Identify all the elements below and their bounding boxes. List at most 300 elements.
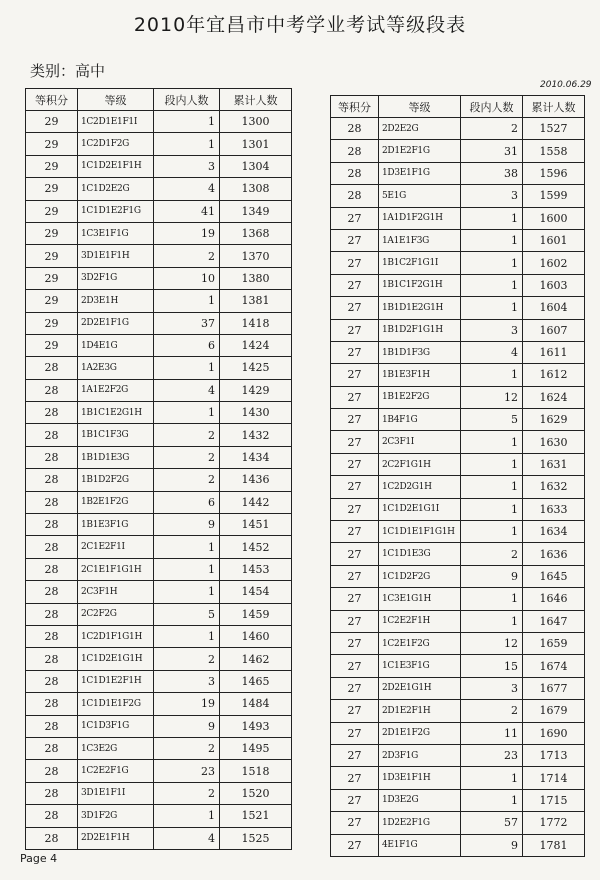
table-row [26,312,292,334]
table-row [26,424,292,446]
segment-count-cell: 5 [154,603,220,625]
segment-count-cell: 4 [154,178,220,200]
table-row [26,469,292,491]
segment-count-cell: 12 [461,632,523,654]
grade-cell: 2D2E1F1G [78,312,154,334]
segment-count-cell: 2 [154,424,220,446]
score-cell: 28 [26,625,78,647]
grade-cell: 1C3E1G1H [379,588,461,610]
grade-cell: 3D2F1G [78,267,154,289]
grade-cell: 2C3F1H [78,581,154,603]
segment-count-cell: 6 [154,334,220,356]
grade-cell: 1B4F1G [379,409,461,431]
cumulative-count-cell: 1607 [523,319,585,341]
grade-cell: 2D1E2F1H [379,700,461,722]
table-row [331,386,585,408]
cumulative-count-cell: 1632 [523,476,585,498]
table-row [331,118,585,140]
grade-cell: 1B1D1E3G [78,446,154,468]
grade-cell: 1B1D2F2G [78,469,154,491]
segment-count-cell: 3 [154,670,220,692]
score-cell: 27 [331,319,379,341]
score-cell: 28 [26,514,78,536]
cumulative-count-cell: 1460 [220,625,292,647]
segment-count-cell: 1 [461,297,523,319]
grade-cell: 1B2E1F2G [78,491,154,513]
cumulative-count-cell: 1454 [220,581,292,603]
grade-cell: 1C1D1E1F2G [78,693,154,715]
cumulative-count-cell: 1646 [523,588,585,610]
table-row [331,252,585,274]
cumulative-count-cell: 1308 [220,178,292,200]
score-cell: 28 [331,140,379,162]
segment-count-cell: 12 [461,386,523,408]
segment-count-cell: 3 [154,155,220,177]
table-row [331,588,585,610]
cumulative-count-cell: 1603 [523,274,585,296]
table-row [26,290,292,312]
segment-count-cell: 2 [154,648,220,670]
score-cell: 27 [331,453,379,475]
table-row [26,558,292,580]
segment-count-cell: 1 [154,581,220,603]
cumulative-count-cell: 1558 [523,140,585,162]
table-row [331,632,585,654]
table-row [331,162,585,184]
score-cell: 29 [26,155,78,177]
segment-count-cell: 2 [461,118,523,140]
segment-count-cell: 1 [461,229,523,251]
table-row [331,453,585,475]
score-cell: 28 [331,118,379,140]
score-cell: 27 [331,744,379,766]
segment-count-cell: 3 [461,319,523,341]
segment-count-cell: 57 [461,812,523,834]
table-row [26,111,292,133]
cumulative-count-cell: 1301 [220,133,292,155]
table-row [26,648,292,670]
table-row [331,409,585,431]
segment-count-cell: 37 [154,312,220,334]
score-cell: 27 [331,364,379,386]
cumulative-count-cell: 1601 [523,229,585,251]
table-row [26,715,292,737]
grade-cell: 1D3E2G [379,789,461,811]
score-cell: 28 [26,603,78,625]
table-row [331,498,585,520]
score-cell: 29 [26,290,78,312]
score-cell: 27 [331,386,379,408]
cumulative-count-cell: 1714 [523,767,585,789]
segment-count-cell: 2 [461,700,523,722]
segment-count-cell: 2 [461,543,523,565]
grade-cell: 1C1D1E1F1G1H [379,521,461,543]
grade-cell: 1C1D2E1G1I [379,498,461,520]
cumulative-count-cell: 1645 [523,565,585,587]
table-row [331,700,585,722]
segment-count-cell: 4 [461,341,523,363]
grade-cell: 1B1C1E2G1H [78,402,154,424]
cumulative-count-cell: 1690 [523,722,585,744]
cumulative-count-cell: 1518 [220,760,292,782]
cumulative-count-cell: 1370 [220,245,292,267]
grade-cell: 2D2E2G [379,118,461,140]
grade-cell: 1D4E1G [78,334,154,356]
cumulative-count-cell: 1368 [220,222,292,244]
segment-count-cell: 1 [461,476,523,498]
cumulative-count-cell: 1600 [523,207,585,229]
cumulative-count-cell: 1465 [220,670,292,692]
score-cell: 29 [26,245,78,267]
grade-cell: 1D3E1F1H [379,767,461,789]
score-cell: 27 [331,274,379,296]
score-cell: 27 [331,789,379,811]
score-cell: 29 [26,222,78,244]
score-cell: 27 [331,655,379,677]
grade-cell: 1B1D1F3G [379,341,461,363]
grade-cell: 1B1C1F2G1H [379,274,461,296]
grade-cell: 1B1E3F1G [78,514,154,536]
header-grade: 等级 [78,89,154,111]
grade-cell: 1B1C1F3G [78,424,154,446]
cumulative-count-cell: 1674 [523,655,585,677]
score-cell: 27 [331,812,379,834]
grade-cell: 1B1D2F1G1H [379,319,461,341]
segment-count-cell: 15 [461,655,523,677]
table-row [26,446,292,468]
score-cell: 27 [331,409,379,431]
grade-cell: 1C1D3F1G [78,715,154,737]
grade-cell: 1B1E2F2G [379,386,461,408]
page-number: Page 4 [20,852,58,865]
grade-table-left [25,88,292,850]
score-cell: 28 [26,536,78,558]
table-row [26,222,292,244]
segment-count-cell: 2 [154,469,220,491]
score-cell: 28 [26,402,78,424]
grade-cell: 2C3F1I [379,431,461,453]
table-row [26,334,292,356]
cumulative-count-cell: 1772 [523,812,585,834]
cumulative-count-cell: 1604 [523,297,585,319]
cumulative-count-cell: 1715 [523,789,585,811]
table-row [331,319,585,341]
table-row [26,737,292,759]
score-cell: 27 [331,431,379,453]
table-row [26,155,292,177]
grade-cell: 1A1E2F2G [78,379,154,401]
table-row [331,655,585,677]
table-row [26,178,292,200]
table-row [331,722,585,744]
table-row [331,543,585,565]
cumulative-count-cell: 1521 [220,805,292,827]
cumulative-count-cell: 1629 [523,409,585,431]
score-cell: 29 [26,334,78,356]
score-cell: 28 [331,185,379,207]
category-label: 类别：高中 [30,62,106,80]
segment-count-cell: 1 [154,290,220,312]
cumulative-count-cell: 1304 [220,155,292,177]
segment-count-cell: 1 [154,805,220,827]
score-cell: 27 [331,543,379,565]
segment-count-cell: 1 [461,453,523,475]
grade-cell: 1B1E3F1H [379,364,461,386]
header-score: 等积分 [331,96,379,118]
grade-cell: 1C2D2G1H [379,476,461,498]
table-row [26,245,292,267]
score-cell: 28 [26,469,78,491]
grade-table-right [330,95,585,857]
table-row [331,185,585,207]
cumulative-count-cell: 1380 [220,267,292,289]
cumulative-count-cell: 1636 [523,543,585,565]
segment-count-cell: 9 [154,514,220,536]
cumulative-count-cell: 1624 [523,386,585,408]
score-cell: 27 [331,207,379,229]
cumulative-count-cell: 1525 [220,827,292,849]
score-cell: 27 [331,521,379,543]
table-row [331,565,585,587]
grade-cell: 1C1D2E2G [78,178,154,200]
cumulative-count-cell: 1430 [220,402,292,424]
table-row [26,402,292,424]
segment-count-cell: 5 [461,409,523,431]
grade-cell: 1C1D2E1G1H [78,648,154,670]
table-row [331,229,585,251]
segment-count-cell: 1 [154,625,220,647]
segment-count-cell: 1 [461,252,523,274]
cumulative-count-cell: 1300 [220,111,292,133]
header-cumulative-count: 累计人数 [523,96,585,118]
cumulative-count-cell: 1713 [523,744,585,766]
segment-count-cell: 31 [461,140,523,162]
segment-count-cell: 38 [461,162,523,184]
cumulative-count-cell: 1425 [220,357,292,379]
cumulative-count-cell: 1633 [523,498,585,520]
score-cell: 28 [26,446,78,468]
grade-cell: 1C2E2F1G [78,760,154,782]
cumulative-count-cell: 1599 [523,185,585,207]
segment-count-cell: 2 [154,737,220,759]
score-cell: 28 [26,581,78,603]
score-cell: 28 [26,491,78,513]
segment-count-cell: 3 [461,185,523,207]
table-row [331,744,585,766]
table-row [331,207,585,229]
cumulative-count-cell: 1596 [523,162,585,184]
table-row [331,140,585,162]
score-cell: 27 [331,834,379,856]
cumulative-count-cell: 1495 [220,737,292,759]
grade-cell: 3D1E1F1I [78,782,154,804]
cumulative-count-cell: 1630 [523,431,585,453]
segment-count-cell: 19 [154,222,220,244]
grade-cell: 2D3E1H [78,290,154,312]
cumulative-count-cell: 1442 [220,491,292,513]
segment-count-cell: 9 [461,565,523,587]
table-row [331,431,585,453]
score-cell: 28 [26,782,78,804]
score-cell: 28 [26,670,78,692]
grade-cell: 1C2D1E1F1I [78,111,154,133]
segment-count-cell: 11 [461,722,523,744]
segment-count-cell: 1 [461,610,523,632]
cumulative-count-cell: 1602 [523,252,585,274]
score-cell: 28 [26,827,78,849]
grade-cell: 1C2E2F1H [379,610,461,632]
table-row [26,760,292,782]
grade-cell: 2D2E1G1H [379,677,461,699]
table-row [26,805,292,827]
cumulative-count-cell: 1493 [220,715,292,737]
score-cell: 28 [26,737,78,759]
grade-cell: 1C1D2F2G [379,565,461,587]
table-row [26,625,292,647]
grade-cell: 1B1C2F1G1I [379,252,461,274]
table-row [26,693,292,715]
cumulative-count-cell: 1452 [220,536,292,558]
score-cell: 27 [331,632,379,654]
table-row [331,274,585,296]
score-cell: 27 [331,722,379,744]
grade-cell: 1C1D1E2F1H [78,670,154,692]
table-row [26,200,292,222]
segment-count-cell: 1 [154,536,220,558]
grade-cell: 1C1E3F1G [379,655,461,677]
table-row [331,476,585,498]
cumulative-count-cell: 1527 [523,118,585,140]
table-row [331,521,585,543]
score-cell: 27 [331,476,379,498]
header-segment-count: 段内人数 [461,96,523,118]
grade-cell: 2D3F1G [379,744,461,766]
score-cell: 29 [26,111,78,133]
cumulative-count-cell: 1436 [220,469,292,491]
score-cell: 27 [331,767,379,789]
grade-cell: 3D1E1F1H [78,245,154,267]
segment-count-cell: 1 [154,402,220,424]
segment-count-cell: 19 [154,693,220,715]
grade-cell: 1C2E1F2G [379,632,461,654]
score-cell: 27 [331,700,379,722]
score-cell: 28 [26,558,78,580]
segment-count-cell: 23 [461,744,523,766]
grade-cell: 1C2D1F2G [78,133,154,155]
cumulative-count-cell: 1451 [220,514,292,536]
grade-cell: 2C1E2F1I [78,536,154,558]
score-cell: 27 [331,588,379,610]
score-cell: 27 [331,297,379,319]
segment-count-cell: 3 [461,677,523,699]
cumulative-count-cell: 1611 [523,341,585,363]
score-cell: 28 [26,805,78,827]
cumulative-count-cell: 1612 [523,364,585,386]
segment-count-cell: 9 [154,715,220,737]
score-cell: 29 [26,267,78,289]
cumulative-count-cell: 1631 [523,453,585,475]
grade-cell: 1C1D1E2F1G [78,200,154,222]
score-cell: 27 [331,498,379,520]
header-segment-count: 段内人数 [154,89,220,111]
grade-cell: 4E1F1G [379,834,461,856]
table-row [26,267,292,289]
segment-count-cell: 41 [154,200,220,222]
grade-cell: 1D2E2F1G [379,812,461,834]
cumulative-count-cell: 1679 [523,700,585,722]
table-header-row [331,96,585,118]
cumulative-count-cell: 1647 [523,610,585,632]
segment-count-cell: 1 [154,133,220,155]
table-row [26,357,292,379]
cumulative-count-cell: 1424 [220,334,292,356]
segment-count-cell: 1 [154,558,220,580]
grade-cell: 1C1D2E1F1H [78,155,154,177]
table-row [331,677,585,699]
grade-cell: 1A2E3G [78,357,154,379]
table-row [26,379,292,401]
cumulative-count-cell: 1432 [220,424,292,446]
segment-count-cell: 1 [461,521,523,543]
table-row [26,536,292,558]
table-row [26,782,292,804]
segment-count-cell: 2 [154,446,220,468]
score-cell: 28 [26,648,78,670]
score-cell: 28 [26,379,78,401]
segment-count-cell: 1 [461,498,523,520]
grade-cell: 2D2E1F1H [78,827,154,849]
segment-count-cell: 1 [154,111,220,133]
grade-cell: 1B1D1E2G1H [379,297,461,319]
table-row [26,670,292,692]
segment-count-cell: 23 [154,760,220,782]
segment-count-cell: 9 [461,834,523,856]
segment-count-cell: 4 [154,379,220,401]
cumulative-count-cell: 1434 [220,446,292,468]
grade-cell: 1C3E1F1G [78,222,154,244]
cumulative-count-cell: 1520 [220,782,292,804]
score-cell: 27 [331,610,379,632]
grade-cell: 1C2D1F1G1H [78,625,154,647]
segment-count-cell: 2 [154,782,220,804]
score-cell: 29 [26,200,78,222]
table-row [331,812,585,834]
table-row [26,491,292,513]
grade-cell: 1A1D1F2G1H [379,207,461,229]
score-cell: 28 [26,357,78,379]
table-header-row [26,89,292,111]
cumulative-count-cell: 1418 [220,312,292,334]
segment-count-cell: 1 [461,431,523,453]
score-cell: 28 [26,693,78,715]
segment-count-cell: 1 [154,357,220,379]
score-cell: 29 [26,178,78,200]
segment-count-cell: 1 [461,588,523,610]
score-cell: 28 [331,162,379,184]
cumulative-count-cell: 1381 [220,290,292,312]
segment-count-cell: 6 [154,491,220,513]
table-row [26,581,292,603]
segment-count-cell: 2 [154,245,220,267]
score-cell: 29 [26,312,78,334]
segment-count-cell: 1 [461,274,523,296]
date-label: 2010.06.29 [540,80,592,90]
grade-cell: 2C2F1G1H [379,453,461,475]
segment-count-cell: 10 [154,267,220,289]
table-row [331,297,585,319]
score-cell: 27 [331,341,379,363]
grade-cell: 1C1D1E3G [379,543,461,565]
